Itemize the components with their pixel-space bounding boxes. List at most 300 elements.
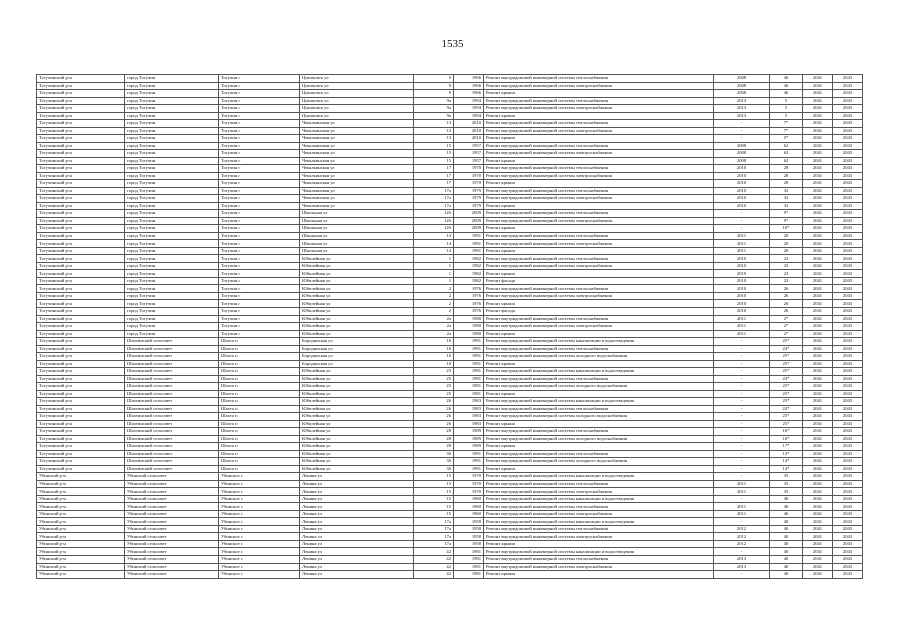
cell-work-type: Ремонт внутридомовой инженерной системы теплоснабжения (484, 315, 714, 323)
cell-build-year: 1976 (454, 307, 484, 315)
cell-last-repair-year: 2010 (714, 285, 770, 293)
table-row (37, 210, 863, 218)
cell-municipality: город Тогучин (125, 277, 219, 285)
cell-street: Циолковск ул (300, 105, 414, 113)
cell-last-repair-year: 2008 (714, 142, 770, 150)
cell-work-type: Ремонт фасада (484, 277, 714, 285)
cell-build-year: 1994 (454, 97, 484, 105)
cell-last-repair-year: 2011 (714, 323, 770, 331)
cell-district: Тогучинский р-н (37, 195, 125, 203)
cell-wear: 25* (770, 390, 803, 398)
cell-plan-end: 2043 (833, 525, 863, 533)
cell-district: Тогучинский р-н (37, 368, 125, 376)
cell-last-repair-year: - (714, 217, 770, 225)
cell-municipality: Шахтинский сельсовет (125, 383, 219, 391)
cell-street: Чекалкинская ул (300, 150, 414, 158)
cell-house-number: 1 (414, 262, 454, 270)
cell-house-number: 9а (414, 105, 454, 113)
cell-house-number: 1 (414, 277, 454, 285)
cell-plan-end: 2043 (833, 270, 863, 278)
cell-work-type: Ремонт внутридомовой инженерной системы электроснабжения (484, 105, 714, 113)
cell-last-repair-year: - (714, 120, 770, 128)
cell-municipality: город Тогучин (125, 262, 219, 270)
cell-plan-end: 2043 (833, 75, 863, 83)
cell-work-type: Ремонт крыши (484, 135, 714, 143)
cell-municipality: город Тогучин (125, 292, 219, 300)
cell-plan-start: 2041 (803, 105, 833, 113)
cell-municipality: город Тогучин (125, 112, 219, 120)
cell-plan-end: 2043 (833, 277, 863, 285)
cell-house-number: 28 (414, 428, 454, 436)
cell-build-year: 1994 (454, 112, 484, 120)
cell-build-year: 1960 (454, 510, 484, 518)
cell-last-repair-year: - (714, 443, 770, 451)
cell-street: Юбилейная ул (300, 413, 414, 421)
cell-settlement: Убинское с (219, 563, 300, 571)
cell-build-year: 1983 (454, 405, 484, 413)
cell-house-number: 15 (414, 503, 454, 511)
cell-street: Ленина ул (300, 556, 414, 564)
cell-municipality: город Тогучин (125, 97, 219, 105)
cell-house-number: 25 (414, 375, 454, 383)
cell-settlement: Убинское с (219, 548, 300, 556)
cell-plan-start: 2041 (803, 142, 833, 150)
cell-build-year: 1957 (454, 142, 484, 150)
cell-plan-end: 2043 (833, 247, 863, 255)
cell-street: Чекалкинская ул (300, 172, 414, 180)
cell-wear: 46 (770, 90, 803, 98)
cell-last-repair-year: 2012 (714, 540, 770, 548)
cell-last-repair-year: 2010 (714, 195, 770, 203)
cell-district: Тогучинский р-н (37, 375, 125, 383)
cell-house-number: 30 (414, 458, 454, 466)
cell-plan-start: 2041 (803, 495, 833, 503)
cell-municipality: Убинский сельсовет (125, 571, 219, 579)
cell-street: Ленина ул (300, 510, 414, 518)
cell-wear: 46 (770, 495, 803, 503)
cell-wear: 26 (770, 292, 803, 300)
cell-plan-end: 2043 (833, 180, 863, 188)
cell-last-repair-year: 2010 (714, 202, 770, 210)
cell-build-year: 1991 (454, 345, 484, 353)
table-row (37, 510, 863, 518)
cell-plan-end: 2043 (833, 195, 863, 203)
cell-wear: 46 (770, 503, 803, 511)
cell-plan-end: 2043 (833, 142, 863, 150)
cell-work-type: Ремонт внутридомовой инженерной системы теплоснабжения (484, 480, 714, 488)
table-row (37, 428, 863, 436)
cell-municipality: Шахтинский сельсовет (125, 420, 219, 428)
table-row (37, 488, 863, 496)
table-row (37, 353, 863, 361)
cell-plan-end: 2043 (833, 157, 863, 165)
table-row (37, 480, 863, 488)
cell-build-year: 1980 (454, 315, 484, 323)
cell-municipality: Убинский сельсовет (125, 510, 219, 518)
cell-municipality: Шахтинский сельсовет (125, 360, 219, 368)
cell-district: Тогучинский р-н (37, 247, 125, 255)
cell-work-type: Ремонт крыши (484, 112, 714, 120)
cell-street: Ленина ул (300, 473, 414, 481)
cell-house-number: 10 (414, 338, 454, 346)
cell-plan-end: 2043 (833, 315, 863, 323)
cell-plan-end: 2043 (833, 518, 863, 526)
cell-plan-start: 2041 (803, 345, 833, 353)
cell-plan-end: 2043 (833, 435, 863, 443)
cell-last-repair-year: - (714, 375, 770, 383)
cell-last-repair-year: - (714, 465, 770, 473)
cell-work-type: Ремонт внутридомовой инженерной системы теплоснабжения (484, 503, 714, 511)
cell-wear: 35 (770, 480, 803, 488)
cell-plan-start: 2041 (803, 112, 833, 120)
cell-build-year: 1982 (454, 277, 484, 285)
cell-house-number: 17 (414, 180, 454, 188)
cell-house-number: 25 (414, 383, 454, 391)
table-row (37, 383, 863, 391)
cell-street: Школьная ул (300, 225, 414, 233)
cell-district: Тогучинский р-н (37, 187, 125, 195)
cell-plan-end: 2043 (833, 540, 863, 548)
cell-street: Юбилейная ул (300, 330, 414, 338)
cell-district: Тогучинский р-н (37, 165, 125, 173)
cell-house-number: 12б (414, 210, 454, 218)
cell-last-repair-year: - (714, 383, 770, 391)
cell-plan-end: 2043 (833, 563, 863, 571)
cell-plan-start: 2041 (803, 435, 833, 443)
cell-municipality: Убинский сельсовет (125, 495, 219, 503)
cell-work-type: Ремонт внутридомовой инженерной системы электроснабжения (484, 563, 714, 571)
cell-settlement: Шахта п (219, 428, 300, 436)
cell-last-repair-year: 2011 (714, 247, 770, 255)
table-row (37, 413, 863, 421)
cell-plan-end: 2043 (833, 82, 863, 90)
cell-district: Тогучинский р-н (37, 390, 125, 398)
cell-work-type: Ремонт внутридомовой инженерной системы электроснабжения (484, 323, 714, 331)
cell-district: Тогучинский р-н (37, 398, 125, 406)
cell-municipality: Убинский сельсовет (125, 556, 219, 564)
cell-plan-end: 2043 (833, 165, 863, 173)
cell-plan-end: 2043 (833, 172, 863, 180)
cell-house-number: 17 (414, 165, 454, 173)
table-row (37, 135, 863, 143)
cell-plan-end: 2043 (833, 300, 863, 308)
cell-street: Ленина ул (300, 548, 414, 556)
cell-municipality: Убинский сельсовет (125, 473, 219, 481)
cell-settlement: Тогучин г (219, 285, 300, 293)
cell-municipality: город Тогучин (125, 217, 219, 225)
cell-house-number: 13 (414, 127, 454, 135)
cell-settlement: Тогучин г (219, 165, 300, 173)
cell-street: Ленина ул (300, 571, 414, 579)
cell-plan-end: 2043 (833, 413, 863, 421)
cell-house-number: 9 (414, 90, 454, 98)
cell-municipality: город Тогучин (125, 105, 219, 113)
cell-wear: 40 (770, 518, 803, 526)
cell-house-number: 17а (414, 187, 454, 195)
cell-build-year: 1982 (454, 262, 484, 270)
cell-build-year: 1958 (454, 540, 484, 548)
cell-work-type: Ремонт крыши (484, 180, 714, 188)
cell-house-number: 15 (414, 480, 454, 488)
cell-plan-start: 2041 (803, 135, 833, 143)
cell-district: Тогучинский р-н (37, 330, 125, 338)
cell-municipality: город Тогучин (125, 150, 219, 158)
table-row (37, 142, 863, 150)
cell-plan-start: 2041 (803, 375, 833, 383)
cell-plan-start: 2041 (803, 398, 833, 406)
cell-street: Ленина ул (300, 533, 414, 541)
cell-municipality: город Тогучин (125, 330, 219, 338)
cell-work-type: Ремонт крыши (484, 270, 714, 278)
table-row (37, 450, 863, 458)
cell-district: Убинский р-н (37, 525, 125, 533)
cell-wear: 26 (770, 307, 803, 315)
cell-street: Юбилейная ул (300, 390, 414, 398)
cell-street: Циолковск ул (300, 75, 414, 83)
cell-municipality: Шахтинский сельсовет (125, 398, 219, 406)
cell-plan-start: 2041 (803, 247, 833, 255)
table-row (37, 292, 863, 300)
cell-build-year: 1970 (454, 488, 484, 496)
table-row (37, 503, 863, 511)
cell-plan-start: 2041 (803, 120, 833, 128)
cell-wear: 40 (770, 533, 803, 541)
cell-settlement: Тогучин г (219, 142, 300, 150)
cell-settlement: Тогучин г (219, 135, 300, 143)
cell-build-year: 2010 (454, 120, 484, 128)
cell-plan-start: 2041 (803, 338, 833, 346)
cell-house-number: 10 (414, 353, 454, 361)
cell-plan-start: 2041 (803, 202, 833, 210)
cell-street: Юбилейная ул (300, 315, 414, 323)
cell-house-number: 42 (414, 571, 454, 579)
cell-last-repair-year: - (714, 571, 770, 579)
cell-work-type: Ремонт внутридомовой инженерной системы теплоснабжения (484, 187, 714, 195)
cell-settlement: Шахта п (219, 435, 300, 443)
cell-house-number: 9 (414, 82, 454, 90)
cell-last-repair-year: 2013 (714, 105, 770, 113)
cell-municipality: Убинский сельсовет (125, 540, 219, 548)
cell-build-year: 1981 (454, 571, 484, 579)
table-row (37, 533, 863, 541)
cell-settlement: Убинское с (219, 525, 300, 533)
cell-work-type: Ремонт внутридомовой инженерной системы теплоснабжения (484, 285, 714, 293)
cell-district: Тогучинский р-н (37, 300, 125, 308)
cell-street: Ленина ул (300, 480, 414, 488)
cell-last-repair-year: - (714, 458, 770, 466)
cell-settlement: Убинское с (219, 480, 300, 488)
cell-street: Чекалкинская ул (300, 120, 414, 128)
cell-plan-start: 2041 (803, 210, 833, 218)
cell-municipality: Убинский сельсовет (125, 525, 219, 533)
cell-house-number: 2а (414, 323, 454, 331)
cell-street: Чекалкинская ул (300, 180, 414, 188)
cell-district: Тогучинский р-н (37, 210, 125, 218)
cell-wear: 28 (770, 172, 803, 180)
cell-plan-start: 2041 (803, 525, 833, 533)
cell-municipality: город Тогучин (125, 180, 219, 188)
cell-build-year: 1991 (454, 338, 484, 346)
table-row (37, 82, 863, 90)
cell-last-repair-year: 2010 (714, 262, 770, 270)
cell-house-number: 17а (414, 195, 454, 203)
cell-plan-start: 2041 (803, 473, 833, 481)
cell-street: Ленина ул (300, 563, 414, 571)
cell-settlement: Тогучин г (219, 300, 300, 308)
cell-work-type: Ремонт внутридомовой инженерной системы канализации и водоотведения (484, 368, 714, 376)
table-row (37, 112, 863, 120)
cell-plan-end: 2043 (833, 465, 863, 473)
cell-house-number: 9 (414, 75, 454, 83)
cell-house-number: 28 (414, 435, 454, 443)
cell-last-repair-year: 2010 (714, 180, 770, 188)
cell-municipality: Убинский сельсовет (125, 518, 219, 526)
cell-plan-start: 2041 (803, 165, 833, 173)
cell-plan-end: 2043 (833, 262, 863, 270)
cell-settlement: Тогучин г (219, 240, 300, 248)
cell-plan-end: 2043 (833, 458, 863, 466)
cell-street: Чекалкинская ул (300, 142, 414, 150)
cell-build-year: 1970 (454, 480, 484, 488)
cell-work-type: Ремонт внутридомовой инженерной системы теплоснабжения (484, 375, 714, 383)
cell-build-year: 1991 (454, 232, 484, 240)
cell-district: Тогучинский р-н (37, 315, 125, 323)
cell-wear: 5 (770, 112, 803, 120)
cell-house-number: 25 (414, 368, 454, 376)
cell-last-repair-year: 2011 (714, 240, 770, 248)
cell-wear: 16* (770, 435, 803, 443)
cell-build-year: 2010 (454, 135, 484, 143)
cell-work-type: Ремонт крыши (484, 540, 714, 548)
cell-settlement: Тогучин г (219, 202, 300, 210)
cell-settlement: Тогучин г (219, 82, 300, 90)
cell-municipality: Убинский сельсовет (125, 548, 219, 556)
cell-plan-end: 2043 (833, 135, 863, 143)
cell-district: Тогучинский р-н (37, 120, 125, 128)
cell-plan-end: 2043 (833, 556, 863, 564)
cell-work-type: Ремонт крыши (484, 157, 714, 165)
table-row (37, 277, 863, 285)
cell-build-year: 1981 (454, 563, 484, 571)
cell-plan-end: 2043 (833, 90, 863, 98)
cell-plan-end: 2043 (833, 360, 863, 368)
cell-plan-end: 2043 (833, 375, 863, 383)
cell-settlement: Убинское с (219, 510, 300, 518)
table-row (37, 120, 863, 128)
cell-house-number: 15 (414, 488, 454, 496)
cell-last-repair-year: - (714, 390, 770, 398)
cell-house-number: 30 (414, 450, 454, 458)
cell-plan-end: 2043 (833, 420, 863, 428)
cell-street: Юбилейная ул (300, 368, 414, 376)
cell-build-year: 1989 (454, 428, 484, 436)
cell-house-number: 28 (414, 443, 454, 451)
cell-last-repair-year: - (714, 135, 770, 143)
cell-last-repair-year: - (714, 413, 770, 421)
cell-municipality: город Тогучин (125, 172, 219, 180)
cell-settlement: Тогучин г (219, 90, 300, 98)
cell-wear: 46 (770, 510, 803, 518)
cell-settlement: Тогучин г (219, 262, 300, 270)
cell-settlement: Тогучин г (219, 277, 300, 285)
cell-wear: 40 (770, 571, 803, 579)
cell-wear: 23 (770, 255, 803, 263)
cell-plan-start: 2041 (803, 307, 833, 315)
cell-municipality: город Тогучин (125, 300, 219, 308)
cell-wear: 25* (770, 360, 803, 368)
cell-municipality: город Тогучин (125, 307, 219, 315)
cell-plan-end: 2043 (833, 105, 863, 113)
cell-plan-start: 2041 (803, 255, 833, 263)
cell-work-type: Ремонт крыши (484, 390, 714, 398)
table-row (37, 240, 863, 248)
cell-municipality: город Тогучин (125, 142, 219, 150)
cell-wear: 28 (770, 165, 803, 173)
cell-plan-start: 2041 (803, 405, 833, 413)
cell-wear: 35 (770, 488, 803, 496)
cell-house-number: 15 (414, 495, 454, 503)
cell-wear: 13* (770, 450, 803, 458)
cell-plan-end: 2043 (833, 112, 863, 120)
cell-street: Школьная ул (300, 240, 414, 248)
cell-settlement: Тогучин г (219, 127, 300, 135)
cell-district: Тогучинский р-н (37, 150, 125, 158)
cell-settlement: Тогучин г (219, 187, 300, 195)
table-body (37, 75, 863, 579)
table-row (37, 262, 863, 270)
cell-build-year: 1991 (454, 240, 484, 248)
cell-last-repair-year: 2012 (714, 533, 770, 541)
cell-settlement: Шахта п (219, 405, 300, 413)
cell-district: Тогучинский р-н (37, 202, 125, 210)
cell-settlement: Шахта п (219, 443, 300, 451)
cell-work-type: Ремонт внутридомовой инженерной системы канализации и водоотведения (484, 548, 714, 556)
cell-settlement: Тогучин г (219, 157, 300, 165)
cell-street: Юбилейная ул (300, 435, 414, 443)
cell-municipality: Шахтинский сельсовет (125, 390, 219, 398)
cell-plan-end: 2043 (833, 217, 863, 225)
cell-plan-start: 2041 (803, 548, 833, 556)
cell-wear: 23 (770, 277, 803, 285)
cell-build-year: 1991 (454, 247, 484, 255)
cell-settlement: Тогучин г (219, 270, 300, 278)
cell-work-type: Ремонт крыши (484, 330, 714, 338)
cell-municipality: город Тогучин (125, 323, 219, 331)
cell-settlement: Убинское с (219, 518, 300, 526)
cell-last-repair-year: 2011 (714, 503, 770, 511)
cell-district: Тогучинский р-н (37, 217, 125, 225)
cell-district: Тогучинский р-н (37, 82, 125, 90)
cell-build-year: 1958 (454, 525, 484, 533)
cell-build-year: 1970 (454, 172, 484, 180)
cell-plan-start: 2041 (803, 488, 833, 496)
cell-work-type: Ремонт внутридомовой инженерной системы теплоснабжения (484, 255, 714, 263)
cell-last-repair-year: - (714, 338, 770, 346)
cell-municipality: город Тогучин (125, 285, 219, 293)
cell-municipality: Шахтинский сельсовет (125, 465, 219, 473)
cell-build-year: 1991 (454, 360, 484, 368)
cell-district: Тогучинский р-н (37, 450, 125, 458)
cell-house-number: 14 (414, 247, 454, 255)
cell-plan-end: 2043 (833, 405, 863, 413)
cell-build-year: 1970 (454, 473, 484, 481)
cell-wear: 14* (770, 465, 803, 473)
cell-build-year: 1989 (454, 435, 484, 443)
cell-district: Убинский р-н (37, 533, 125, 541)
cell-house-number: 17а (414, 518, 454, 526)
cell-district: Тогучинский р-н (37, 435, 125, 443)
cell-district: Убинский р-н (37, 571, 125, 579)
